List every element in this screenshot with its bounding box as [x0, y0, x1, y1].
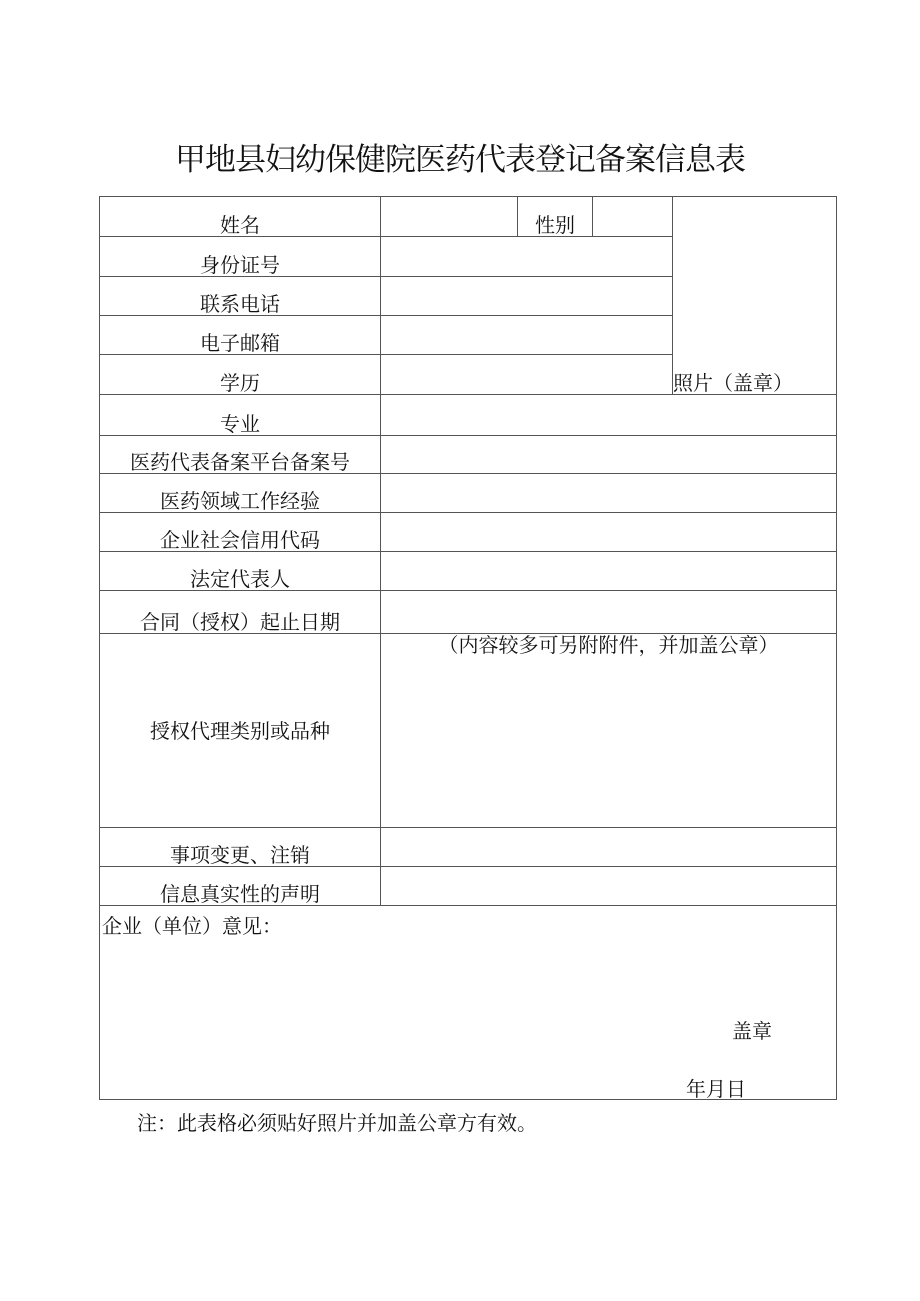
id-number-field[interactable] [381, 237, 673, 277]
phone-field[interactable] [381, 277, 673, 316]
major-label: 专业 [100, 395, 381, 436]
credit-code-label: 企业社会信用代码 [100, 513, 381, 552]
opinion-title: 企业（单位）意见： [102, 914, 282, 938]
page-title: 甲地县妇幼保健院医药代表登记备案信息表 [175, 142, 745, 178]
authorized-scope-label: 授权代理类别或品种 [100, 634, 381, 828]
experience-label: 医药领域工作经验 [100, 474, 381, 513]
declaration-label: 信息真实性的声明 [100, 867, 381, 906]
id-number-label: 身份证号 [100, 237, 381, 277]
legal-rep-label: 法定代表人 [100, 552, 381, 591]
declaration-field[interactable] [381, 867, 837, 906]
opinion-box[interactable] [100, 906, 837, 1100]
platform-record-no-label: 医药代表备案平台备案号 [100, 436, 381, 474]
name-label: 姓名 [100, 197, 381, 237]
phone-label: 联系电话 [100, 277, 381, 316]
changes-field[interactable] [381, 828, 837, 867]
authorized-scope-field[interactable] [381, 634, 837, 828]
major-field[interactable] [381, 395, 837, 436]
opinion-date: 年月日 [686, 1077, 746, 1101]
education-label: 学历 [100, 355, 381, 395]
opinion-seal: 盖章 [732, 1019, 772, 1043]
contract-period-field[interactable] [381, 591, 837, 634]
name-field[interactable] [381, 197, 518, 237]
authorized-scope-hint: （内容较多可另附附件，并加盖公章） [438, 633, 779, 657]
registration-form [99, 196, 837, 1100]
contract-period-label: 合同（授权）起止日期 [100, 591, 381, 634]
education-field[interactable] [381, 355, 673, 395]
credit-code-field[interactable] [381, 513, 837, 552]
platform-record-no-field[interactable] [381, 436, 837, 474]
footnote: 注：此表格必须贴好照片并加盖公章方有效。 [137, 1111, 537, 1135]
email-label: 电子邮箱 [100, 316, 381, 355]
changes-label: 事项变更、注销 [100, 828, 381, 867]
email-field[interactable] [381, 316, 673, 355]
gender-field[interactable] [593, 197, 673, 237]
experience-field[interactable] [381, 474, 837, 513]
gender-label: 性别 [518, 197, 593, 237]
legal-rep-field[interactable] [381, 552, 837, 591]
photo-box[interactable]: 照片（盖章） [673, 197, 837, 395]
